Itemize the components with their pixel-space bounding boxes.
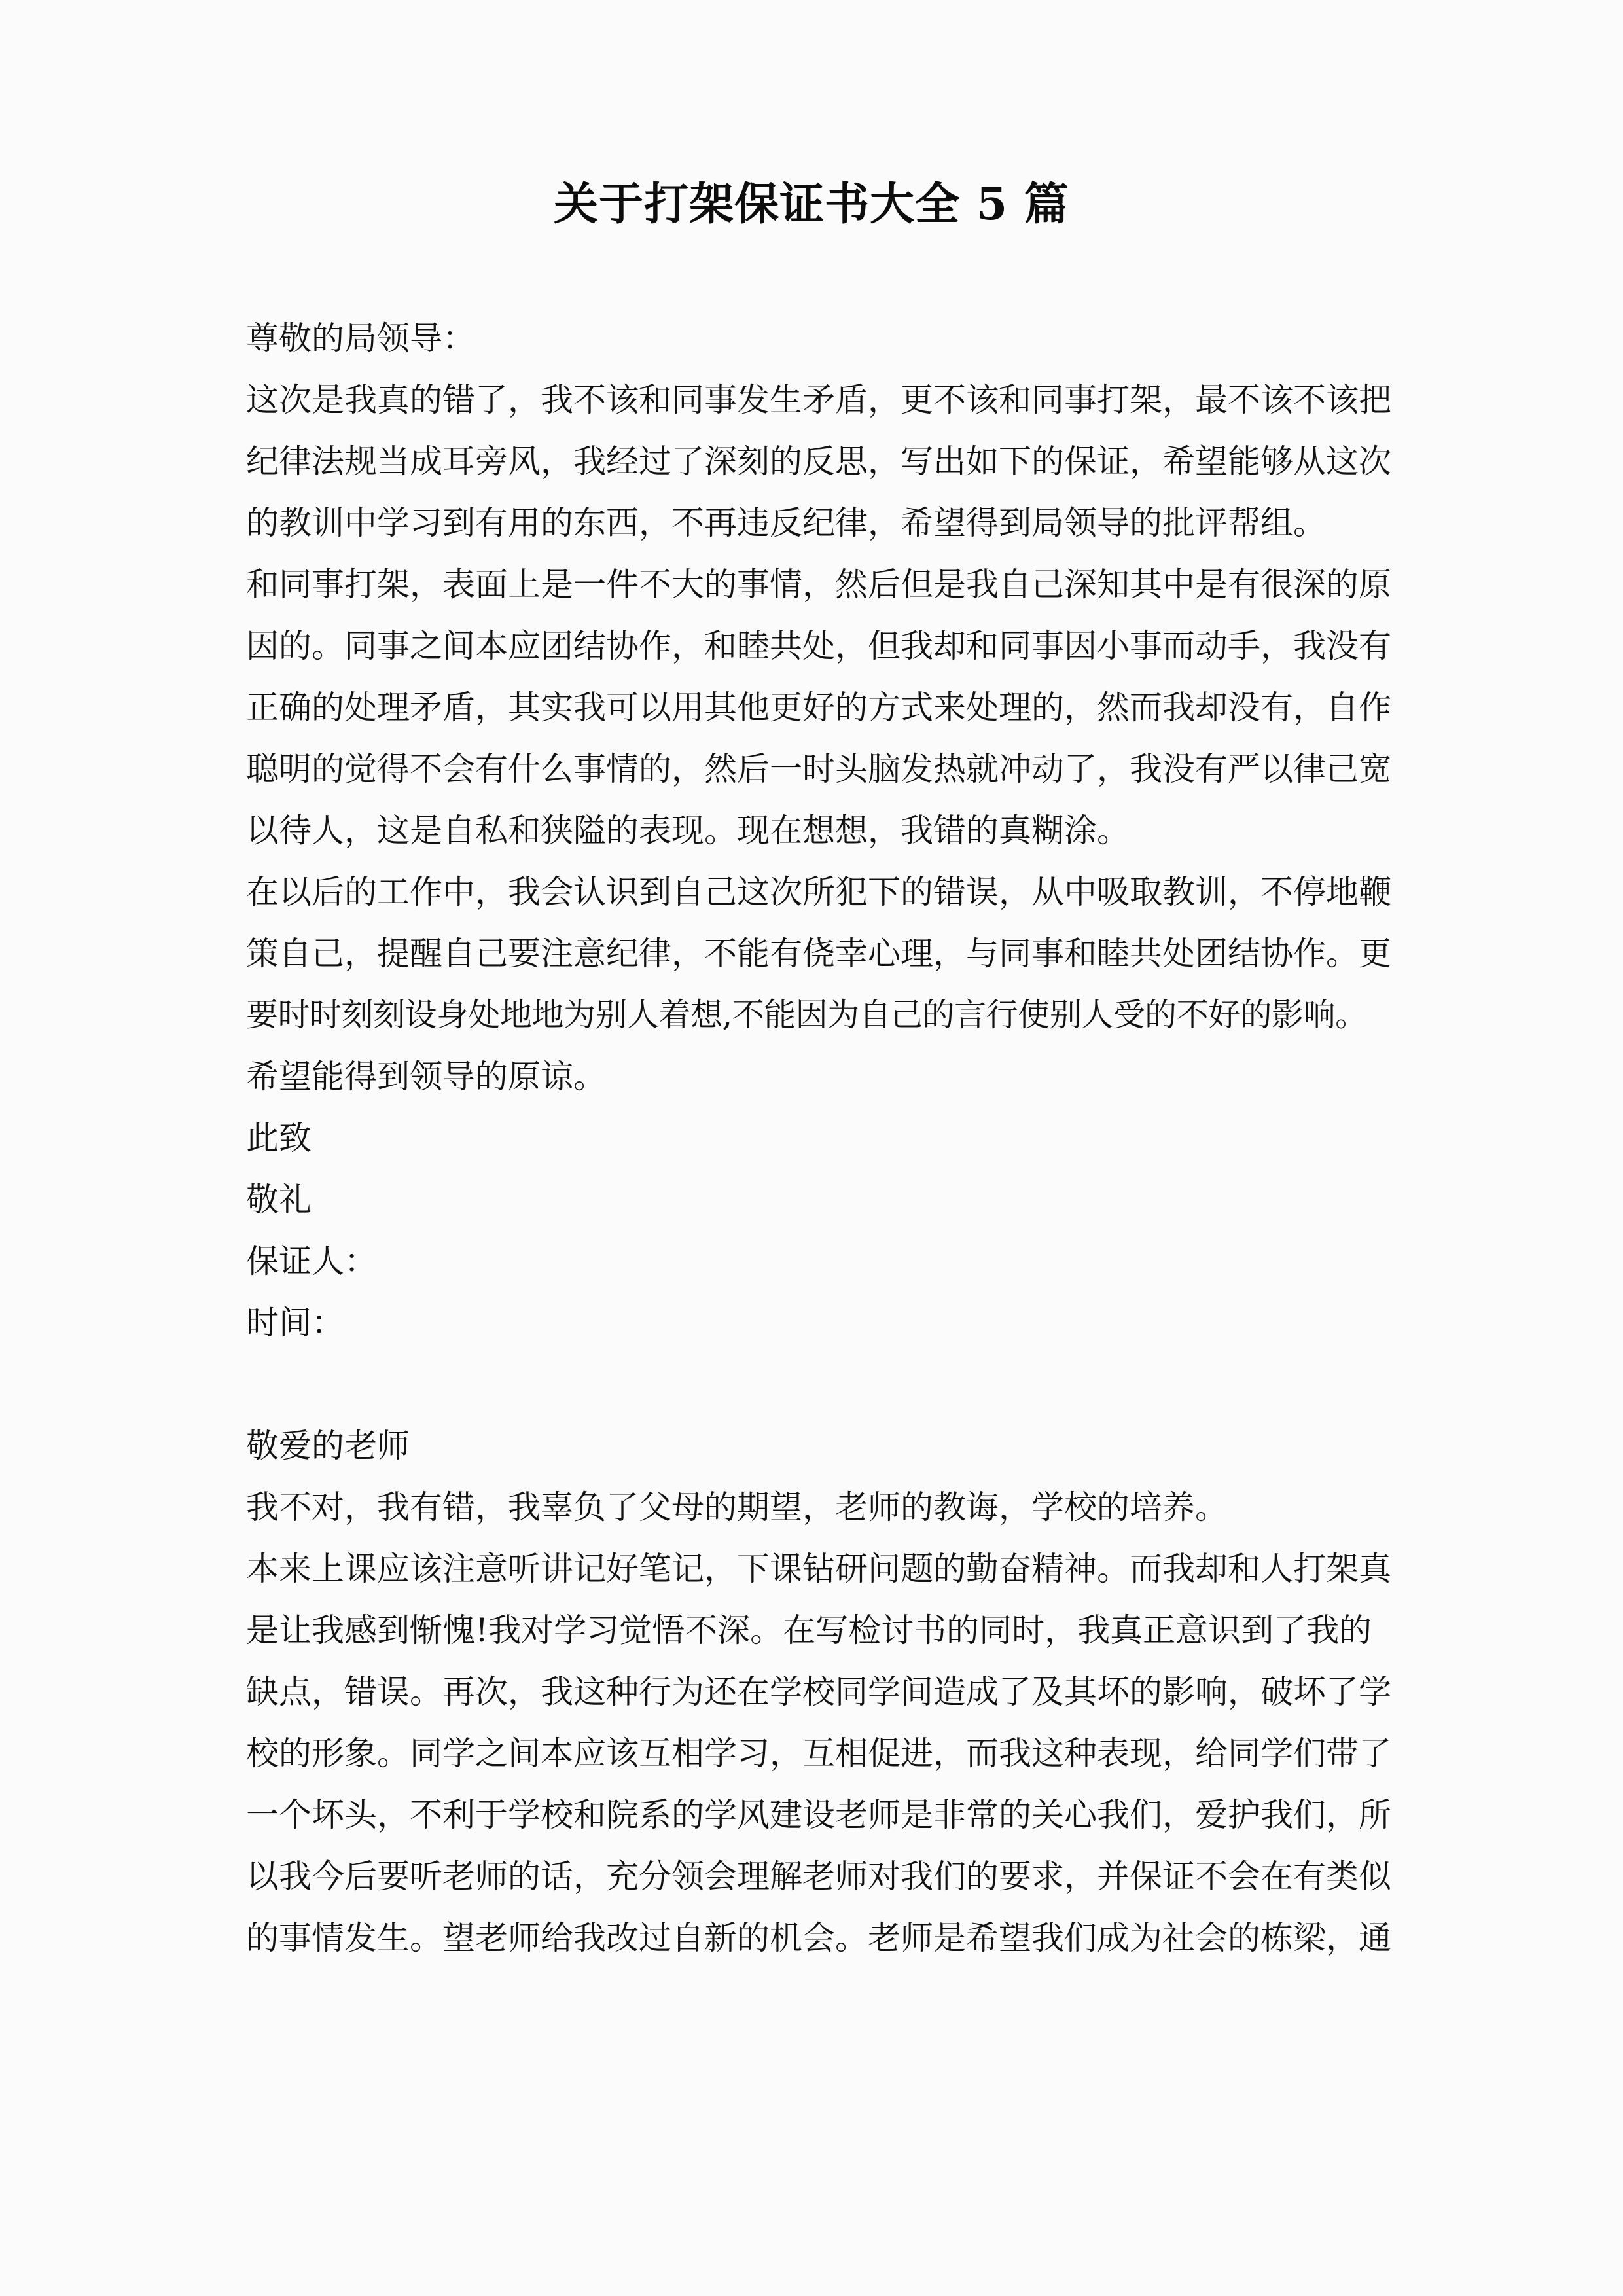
body-line: 是让我感到惭愧!我对学习觉悟不深。在写检讨书的同时，我真正意识到了我的 [246,1611,1372,1649]
body-line: 正确的处理矛盾，其实我可以用其他更好的方式来处理的，然而我却没有，自作 [246,689,1391,726]
closing-line: 此致 [246,1119,312,1157]
body-line: 的教训中学习到有用的东西，不再违反纪律，希望得到局领导的批评帮组。 [246,504,1326,542]
body-line: 要时时刻刻设身处地地为别人着想,不能因为自己的言行使别人受的不好的影响。 [246,996,1367,1033]
body-line: 和同事打架，表面上是一件不大的事情，然后但是我自己深知其中是有很深的原 [246,565,1391,603]
document-body [246,308,1391,1969]
body-line: 聪明的觉得不会有什么事情的，然后一时头脑发热就冲动了，我没有严以律己宽 [246,750,1391,788]
body-line: 以待人，这是自私和狭隘的表现。现在想想，我错的真糊涂。 [246,812,1130,850]
body-line: 我不对，我有错，我辜负了父母的期望，老师的教诲，学校的培养。 [246,1488,1228,1526]
salutation-line: 敬爱的老师 [246,1427,410,1465]
salutation-line: 尊敬的局领导： [246,319,475,357]
body-line: 以我今后要听老师的话，充分领会理解老师对我们的要求，并保证不会在有类似 [246,1857,1391,1895]
body-line: 纪律法规当成耳旁风，我经过了深刻的反思，写出如下的保证，希望能够从这次 [246,442,1391,480]
section-spacer [246,1354,1378,1415]
body-line: 的事情发生。望老师给我改过自新的机会。老师是希望我们成为社会的栋梁，通 [246,1919,1391,1957]
body-line: 在以后的工作中，我会认识到自己这次所犯下的错误，从中吸取教训，不停地鞭 [246,873,1391,911]
body-line: 这次是我真的错了，我不该和同事发生矛盾，更不该和同事打架，最不该不该把 [246,381,1391,419]
body-line: 本来上课应该注意听讲记好笔记，下课钻研问题的勤奋精神。而我却和人打架真 [246,1550,1391,1588]
body-line: 策自己，提醒自己要注意纪律，不能有侥幸心理，与同事和睦共处团结协作。更 [246,935,1391,973]
body-line: 希望能得到领导的原谅。 [246,1058,606,1096]
signature-label: 保证人： [246,1242,377,1280]
date-label: 时间： [246,1304,344,1342]
body-line: 缺点，错误。再次，我这种行为还在学校同学间造成了及其坏的影响，破坏了学 [246,1673,1391,1711]
body-line: 校的形象。同学之间本应该互相学习，互相促进，而我这种表现，给同学们带了 [246,1734,1391,1772]
page-title: 关于打架保证书大全 5 篇 [554,178,1069,230]
body-line: 因的。同事之间本应团结协作，和睦共处，但我却和同事因小事而动手，我没有 [246,627,1391,665]
closing-line: 敬礼 [246,1181,312,1219]
body-line: 一个坏头，不利于学校和院系的学风建设老师是非常的关心我们，爱护我们，所 [246,1796,1391,1834]
